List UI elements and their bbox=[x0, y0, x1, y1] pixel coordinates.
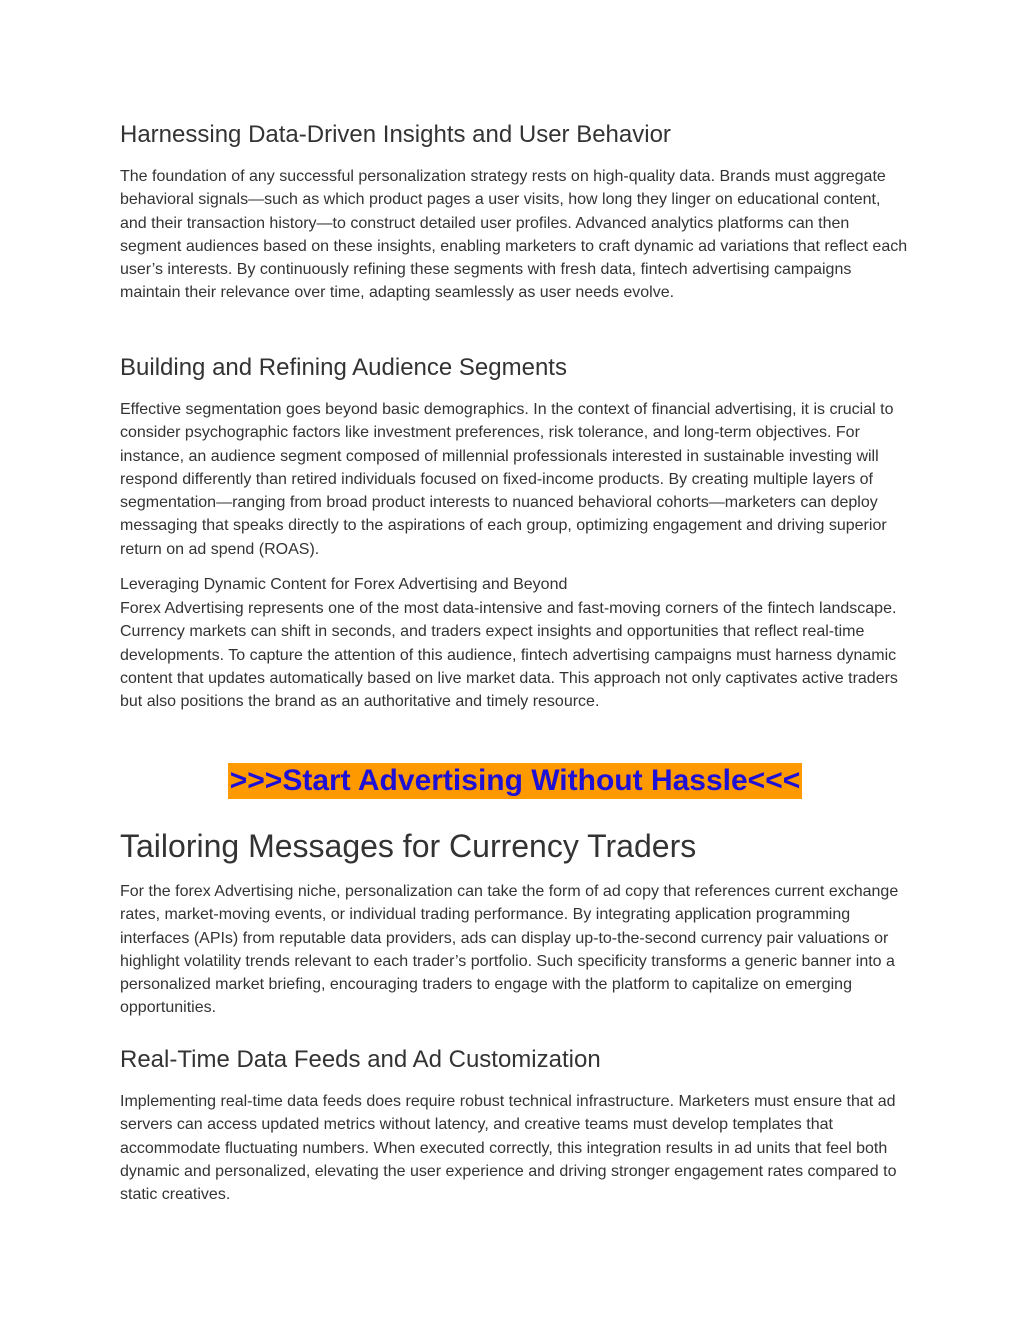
paragraph-audience-segments: Effective segmentation goes beyond basic demographics. In the context of financial advertising, it is crucial to consider psychographic factors like investment preferences, risk tolerance, and long-term objectives. For instance, an audience segment composed of millennial professionals interested in sustainable investing will respond differently than retired individuals focused on fixed-income products. By creating multiple layers of segmentation—ranging from broad product interests to nuanced behavioral cohorts—marketers can deploy messaging that speaks directly to the aspirations of each group, optimizing engagement and driving superior return on ad spend (ROAS). bbox=[120, 401, 894, 558]
start-advertising-link[interactable]: >>>Start Advertising Without Hassle<<< bbox=[229, 764, 801, 797]
section-heading-realtime-feeds: Real-Time Data Feeds and Ad Customization bbox=[120, 1046, 601, 1073]
paragraph-realtime-feeds: Implementing real-time data feeds does require robust technical infrastructure. Marketers must ensure that ad servers can access updated metrics without latency, and creative teams must develop templates that accommodate fluctuating numbers. When executed correctly, this integration results in ad units that feel both dynamic and personalized, elevating the user experience and driving stronger engagement rates compared to static creatives. bbox=[120, 1093, 897, 1204]
cta-container bbox=[120, 763, 910, 799]
section-heading-currency-traders: Tailoring Messages for Currency Traders bbox=[120, 828, 697, 864]
section-heading-data-insights: Harnessing Data-Driven Insights and User Behavior bbox=[120, 121, 671, 148]
subheading-dynamic-content: Leveraging Dynamic Content for Forex Advertising and Beyond bbox=[120, 576, 568, 593]
paragraph-data-insights: The foundation of any successful personalization strategy rests on high-quality data. Brands must aggregate behavioral signals—such as which product pages a user visits, how long they linger on educational content, and their transaction history—to construct detailed user profiles. Advanced analytics platforms can then segment audiences based on these insights, enabling marketers to craft dynamic ad variations that reflect each user’s interests. By continuously refining these segments with fresh data, fintech advertising campaigns maintain their relevance over time, adapting seamlessly as user needs evolve. bbox=[120, 168, 908, 302]
paragraph-dynamic-content: Forex Advertising represents one of the most data-intensive and fast-moving corners of the fintech landscape. Currency markets can shift in seconds, and traders expect insights and opportunities that reflect real-time developments. To capture the attention of this audience, fintech advertising campaigns must harness dynamic content that updates automatically based on live market data. This approach not only captivates active traders but also positions the brand as an authoritative and timely resource. bbox=[120, 600, 898, 711]
paragraph-currency-traders: For the forex Advertising niche, personalization can take the form of ad copy that references current exchange rates, market-moving events, or individual trading performance. By integrating application programming interfaces (APIs) from reputable data providers, ads can display up-to-the-second currency pair valuations or highlight volatility trends relevant to each trader’s portfolio. Such specificity transforms a generic banner into a personalized market briefing, encouraging traders to engage with the platform to capitalize on emerging opportunities. bbox=[120, 883, 899, 1017]
section-heading-audience-segments: Building and Refining Audience Segments bbox=[120, 354, 567, 381]
